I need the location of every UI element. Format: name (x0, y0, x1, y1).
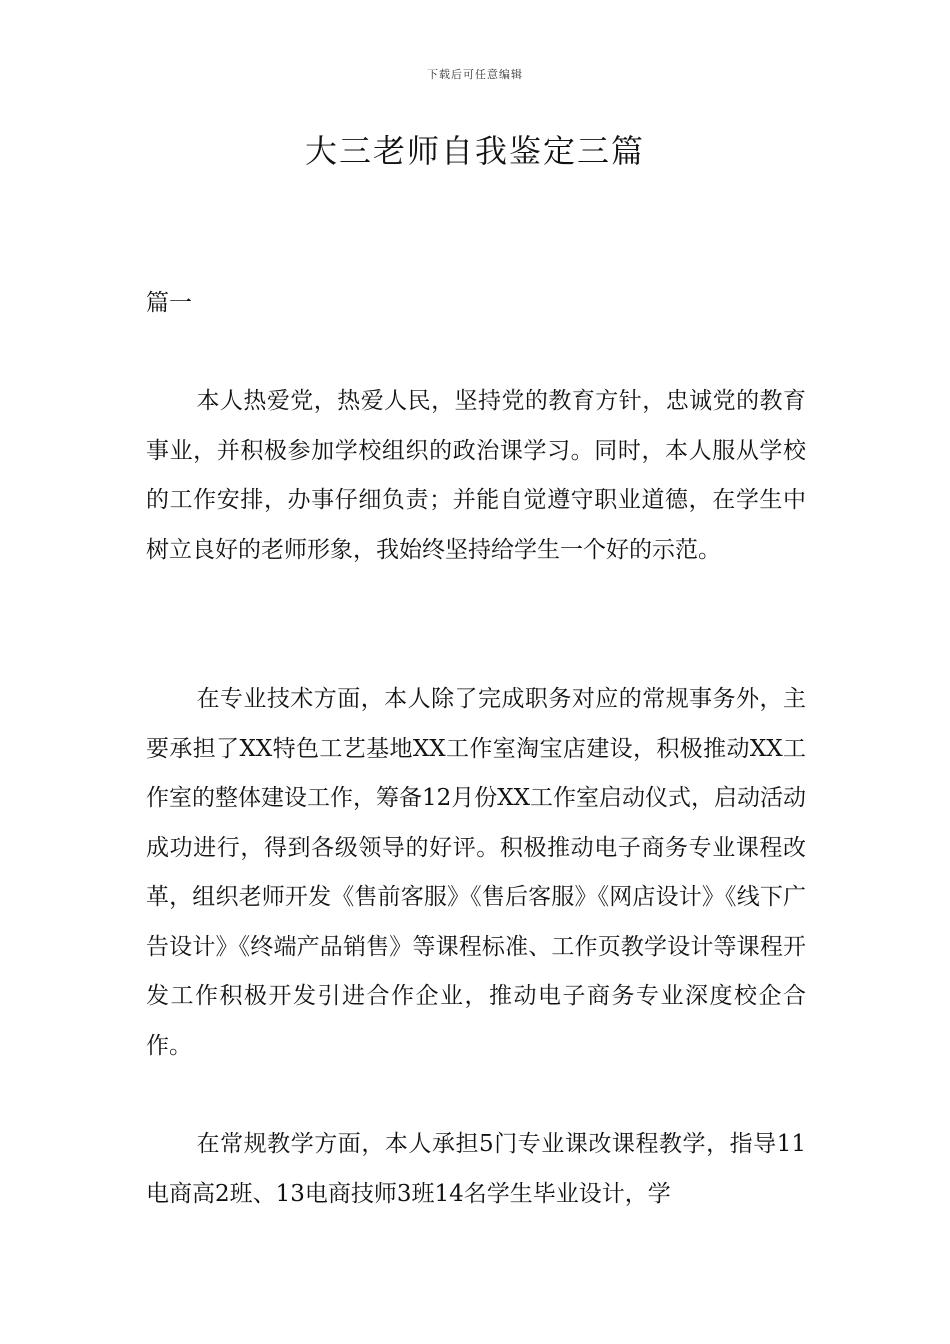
paragraph-1 (146, 377, 806, 575)
paragraph-1-text: 本人热爱党，热爱人民，坚持党的教育方针，忠诚党的教育事业，并积极参加学校组织的政治课学习。同时，本人服从学校的工作安排，办事仔细负责；并能自觉遵守职业道德，在学生中树立良好的老师形象，我始终坚持给学生一个好的示范。 (146, 388, 806, 563)
paragraph-2 (146, 675, 806, 1071)
paragraph-3 (146, 1120, 806, 1219)
paragraph-3-text: 在常规教学方面，本人承担5门专业课改课程教学，指导11电商高2班、13电商技师3班14名学生毕业设计，学 (146, 1131, 806, 1207)
document-title: 大三老师自我鉴定三篇 (304, 132, 645, 170)
header-note: 下载后可任意编辑 (427, 68, 523, 81)
paragraph-2-text: 在专业技术方面，本人除了完成职务对应的常规事务外，主要承担了XX特色工艺基地XX工作室淘宝店建设，积极推动XX工作室的整体建设工作，筹备12月份XX工作室启动仪式，启动活动成功进行，得到各级领导的好评。积极推动电子商务专业课程改革，组织老师开发《售前客服》《售后客服》《网店设计》《线下广告设计》《终端产品销售》等课程标准、工作页教学设计等课程开发工作积极开发引进合作企业，推动电子商务专业深度校企合作。 (146, 686, 807, 1059)
section-label: 篇一 (146, 290, 192, 316)
